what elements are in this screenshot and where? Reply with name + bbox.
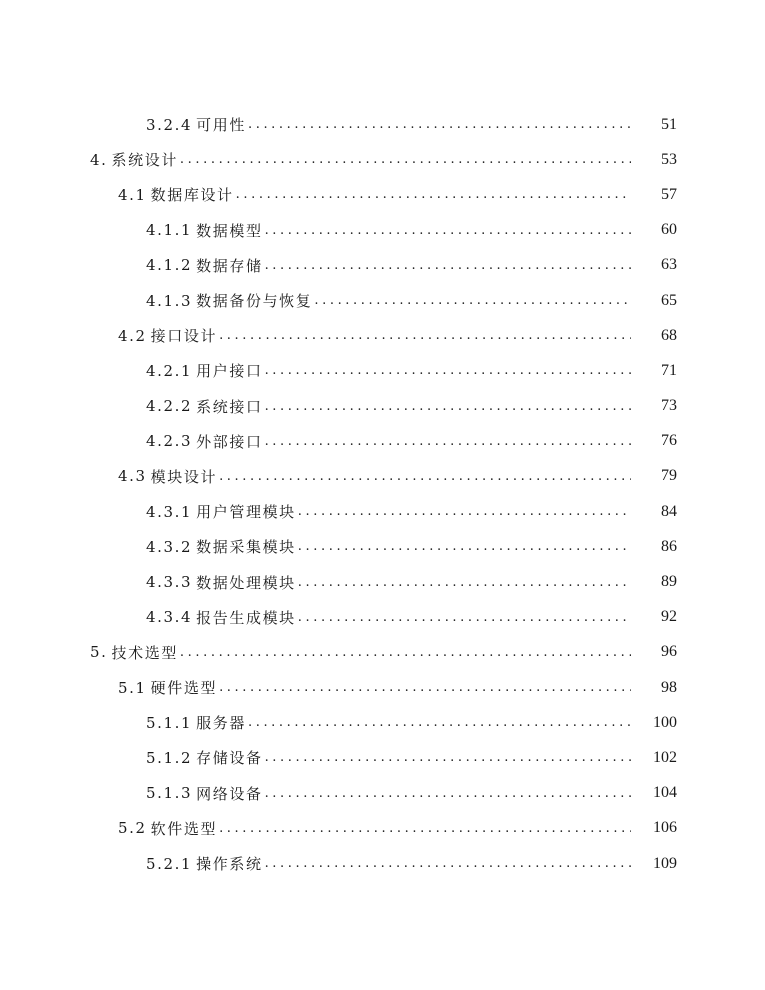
toc-entry-number: 4.2: [118, 326, 147, 345]
toc-entry-page-number: 84: [661, 502, 677, 520]
toc-dot-leader: [248, 715, 631, 730]
toc-entry-page-number: 109: [653, 854, 677, 872]
toc-entry[interactable]: [0, 494, 765, 529]
toc-entry-number: 4.1.1: [146, 221, 193, 240]
toc-entry-page-number: 98: [661, 678, 677, 696]
toc-entry[interactable]: [0, 776, 765, 811]
toc-entry-number: 5.1.1: [146, 713, 193, 732]
toc-entry[interactable]: [0, 424, 765, 459]
toc-dot-leader: [298, 539, 631, 554]
toc-entry-title: 外部接口: [196, 432, 263, 451]
toc-entry-number: 4.2.3: [146, 432, 193, 451]
toc-entry-title: 网络设备: [196, 784, 263, 803]
toc-entry-number: 4.3.3: [146, 573, 193, 592]
toc-entry-title: 服务器: [196, 714, 246, 733]
toc-entry-title: 系统接口: [196, 397, 263, 416]
toc-entry[interactable]: [0, 670, 765, 705]
toc-entry-page-number: 106: [653, 819, 677, 837]
toc-entry-title: 存储设备: [196, 749, 263, 768]
toc-entry-page-number: 76: [661, 432, 677, 450]
toc-entry[interactable]: [0, 635, 765, 670]
toc-entry[interactable]: [0, 740, 765, 775]
toc-entry-page-number: 89: [661, 573, 677, 591]
toc-entry-number: 5.: [90, 643, 108, 662]
toc-entry-page-number: 57: [661, 185, 677, 203]
toc-dot-leader: [219, 680, 631, 695]
toc-entry-title: 接口设计: [150, 327, 218, 346]
toc-entry[interactable]: [0, 142, 765, 177]
toc-entry-number: 4.: [90, 150, 108, 169]
toc-dot-leader: [265, 363, 631, 378]
toc-dot-leader: [180, 152, 631, 167]
toc-dot-leader: [219, 328, 631, 343]
toc-entry[interactable]: [0, 564, 765, 599]
toc-dot-leader: [236, 187, 631, 202]
toc-entry-title: 技术选型: [111, 643, 178, 662]
toc-entry[interactable]: [0, 283, 765, 318]
toc-dot-leader: [265, 434, 631, 449]
toc-dot-leader: [314, 293, 631, 308]
toc-entry-page-number: 100: [653, 713, 677, 731]
toc-entry-page-number: 96: [661, 643, 677, 661]
toc-entry-title: 用户接口: [196, 362, 263, 381]
toc-entry[interactable]: [0, 529, 765, 564]
toc-entry-page-number: 104: [653, 784, 677, 802]
toc-entry-number: 4.1.2: [146, 256, 193, 275]
table-of-contents: [0, 107, 765, 881]
toc-dot-leader: [265, 856, 631, 871]
toc-entry[interactable]: [0, 318, 765, 353]
toc-entry-page-number: 68: [661, 326, 677, 344]
toc-entry[interactable]: [0, 389, 765, 424]
toc-entry-number: 3.2.4: [146, 115, 193, 134]
toc-entry-page-number: 73: [661, 397, 677, 415]
toc-dot-leader: [265, 399, 631, 414]
toc-entry[interactable]: [0, 353, 765, 388]
toc-entry-title: 用户管理模块: [196, 503, 296, 522]
toc-dot-leader: [298, 575, 631, 590]
toc-dot-leader: [248, 117, 631, 132]
toc-entry-title: 操作系统: [196, 855, 263, 874]
toc-entry-page-number: 102: [653, 748, 677, 766]
toc-entry[interactable]: [0, 177, 765, 212]
toc-entry-title: 系统设计: [111, 151, 178, 170]
toc-entry-number: 4.3: [118, 467, 147, 486]
toc-entry-page-number: 60: [661, 221, 677, 239]
toc-dot-leader: [219, 821, 631, 836]
toc-entry-title: 可用性: [196, 116, 246, 135]
toc-entry[interactable]: [0, 811, 765, 846]
toc-entry-title: 报告生成模块: [196, 608, 296, 627]
toc-entry-page-number: 51: [661, 115, 677, 133]
toc-entry-page-number: 71: [661, 361, 677, 379]
toc-entry-number: 5.2.1: [146, 854, 193, 873]
toc-entry-title: 数据存储: [196, 256, 263, 275]
toc-entry[interactable]: [0, 248, 765, 283]
toc-entry-number: 4.1: [118, 185, 147, 204]
toc-entry-number: 5.2: [118, 819, 147, 838]
toc-entry-page-number: 53: [661, 150, 677, 168]
toc-entry-title: 数据处理模块: [196, 573, 296, 592]
toc-entry-number: 4.3.4: [146, 608, 193, 627]
toc-dot-leader: [219, 469, 631, 484]
toc-entry-page-number: 86: [661, 537, 677, 555]
toc-entry-number: 4.3.1: [146, 502, 193, 521]
toc-entry-title: 模块设计: [150, 467, 218, 486]
toc-entry-number: 5.1: [118, 678, 147, 697]
toc-entry[interactable]: [0, 705, 765, 740]
toc-dot-leader: [265, 786, 631, 801]
toc-dot-leader: [180, 645, 631, 660]
toc-entry[interactable]: [0, 107, 765, 142]
toc-entry-number: 4.1.3: [146, 291, 193, 310]
toc-dot-leader: [265, 750, 631, 765]
toc-entry-page-number: 65: [661, 291, 677, 309]
toc-entry-number: 4.3.2: [146, 537, 193, 556]
toc-entry-page-number: 63: [661, 256, 677, 274]
toc-entry-number: 5.1.2: [146, 748, 193, 767]
toc-dot-leader: [298, 504, 631, 519]
toc-entry-title: 数据备份与恢复: [196, 292, 313, 311]
toc-entry-page-number: 92: [661, 608, 677, 626]
toc-entry-title: 硬件选型: [150, 679, 218, 698]
toc-dot-leader: [265, 223, 631, 238]
toc-dot-leader: [265, 258, 631, 273]
toc-entry-title: 软件选型: [150, 819, 218, 838]
toc-dot-leader: [298, 610, 631, 625]
toc-entry[interactable]: [0, 600, 765, 635]
toc-entry-title: 数据库设计: [150, 186, 234, 205]
toc-entry[interactable]: [0, 213, 765, 248]
toc-entry-title: 数据模型: [196, 221, 263, 240]
toc-entry-page-number: 79: [661, 467, 677, 485]
toc-entry-title: 数据采集模块: [196, 538, 296, 557]
toc-entry[interactable]: [0, 459, 765, 494]
toc-entry-number: 4.2.1: [146, 361, 193, 380]
toc-entry[interactable]: [0, 846, 765, 881]
toc-entry-number: 4.2.2: [146, 397, 193, 416]
toc-entry-number: 5.1.3: [146, 784, 193, 803]
